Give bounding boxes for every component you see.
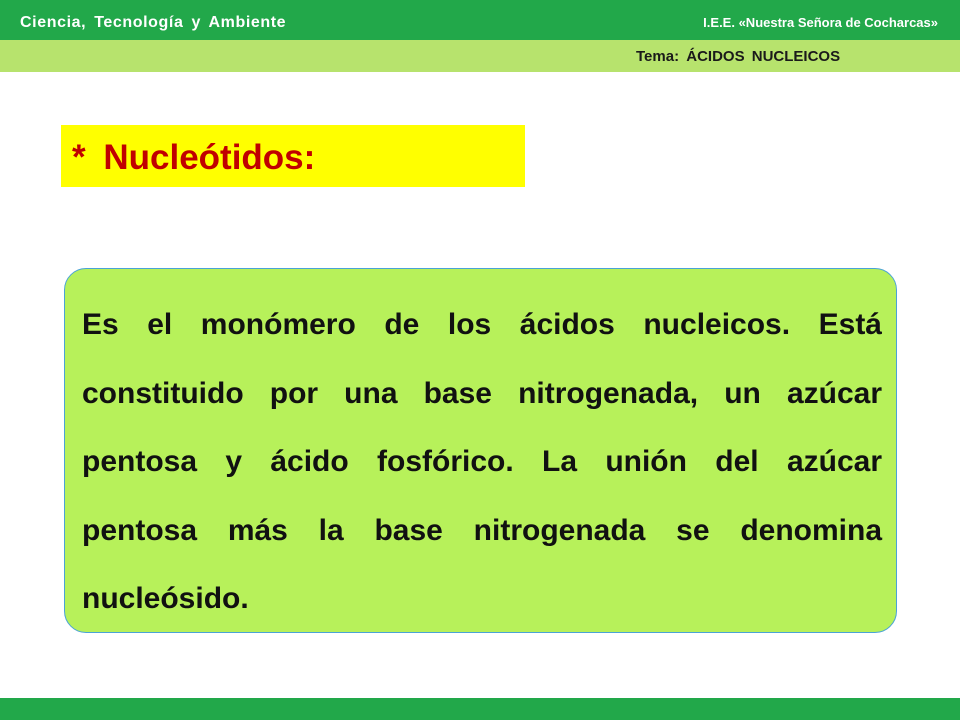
topic-label: Tema: ÁCIDOS NUCLEICOS <box>636 48 841 65</box>
definition-text: Es el monómero de los ácidos nucleicos. Está constituido por una base nitrogenada, un azúcar pentosa y ácido fosfórico. La unión del azúcar pentosa más la base nitrogenada se denomina nucleósido. <box>82 308 882 615</box>
school-name: I.E.E. «Nuestra Señora de Cocharcas» <box>703 15 938 30</box>
slide-heading: * Nucleótidos: <box>72 138 316 177</box>
subject-title: Ciencia, Tecnología y Ambiente <box>20 14 287 31</box>
footer-bar <box>0 698 960 720</box>
